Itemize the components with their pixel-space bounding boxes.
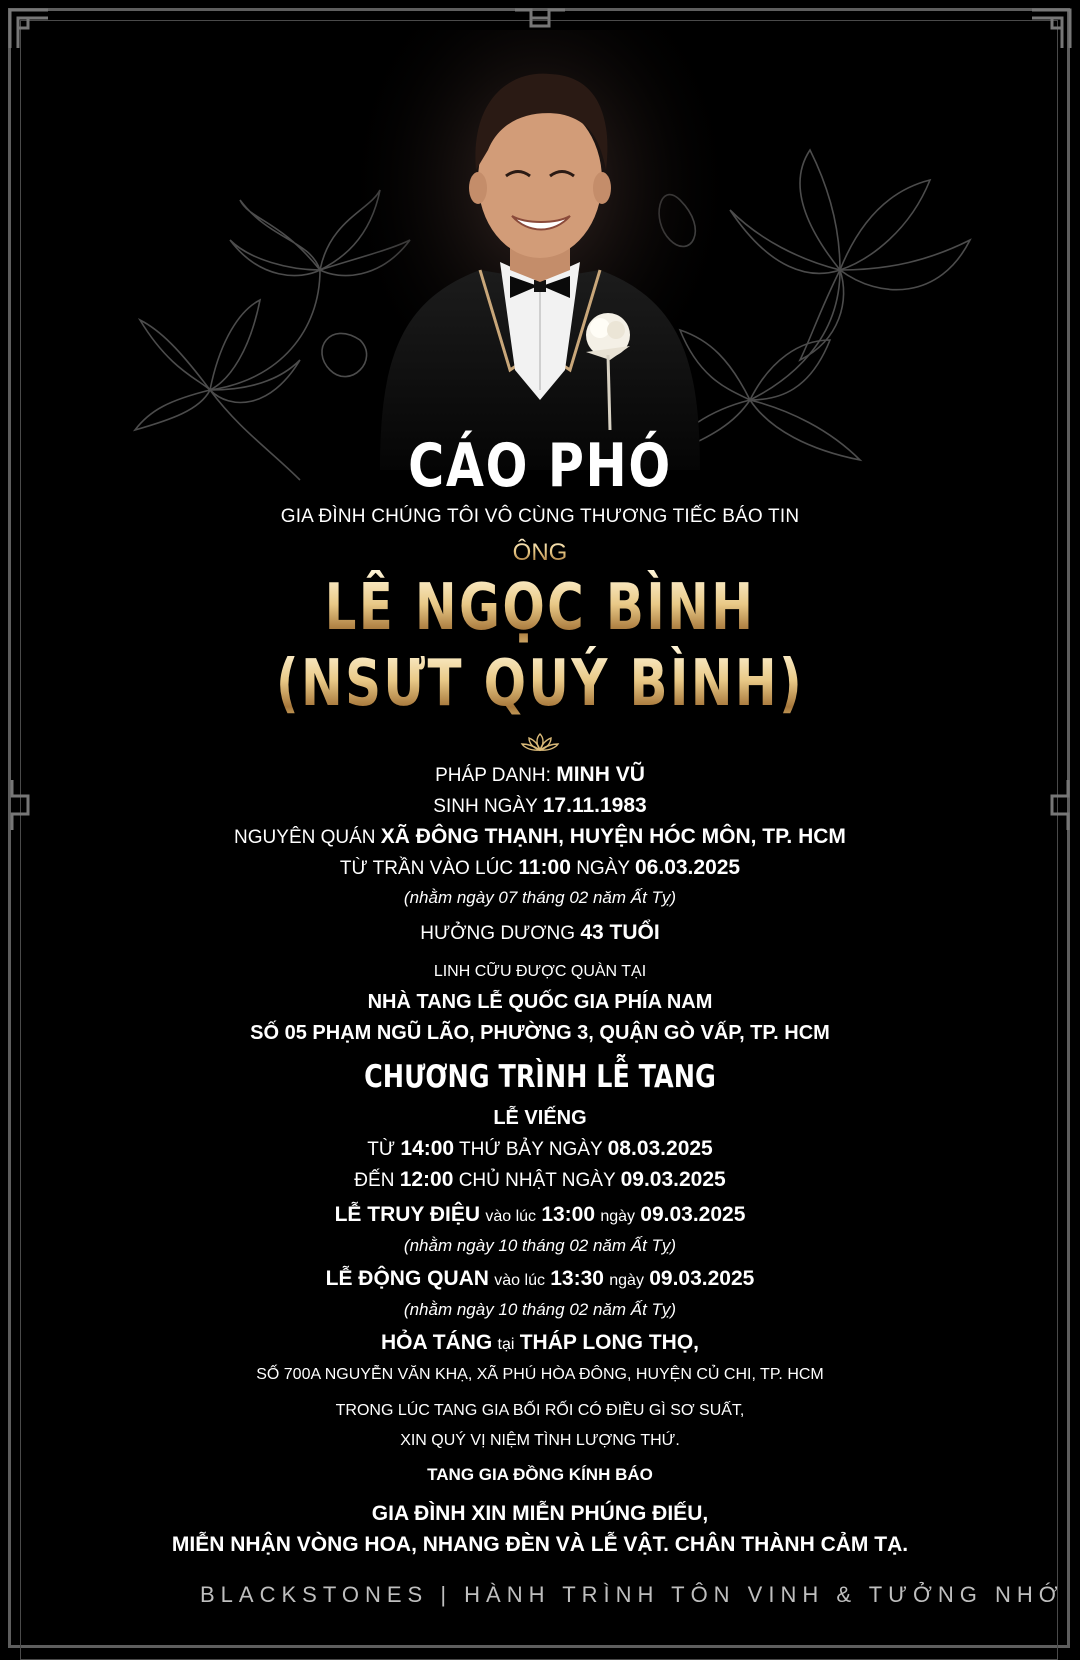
request-line-1: GIA ĐÌNH XIN MIỄN PHÚNG ĐIẾU, [371, 1502, 709, 1525]
procession-line [40, 1264, 1040, 1296]
death-day-label: NGÀY [576, 858, 630, 879]
viewing-to-line [40, 1165, 1040, 1196]
age-line [40, 918, 1040, 949]
memorial-title: LỄ TRUY ĐIỆU [334, 1203, 481, 1226]
portrait-photo [360, 30, 720, 470]
deceased-name: LÊ NGỌC BÌNH [150, 570, 930, 646]
signed-by: TANG GIA ĐỒNG KÍNH BÁO [427, 1465, 653, 1484]
procession-time: 13:30 [550, 1267, 604, 1290]
footer-brand: BLACKSTONES | HÀNH TRÌNH TÔN VINH & TƯỞNG NHỚ [200, 1582, 1064, 1607]
obituary-content [40, 430, 1040, 1560]
viewing-from-line [40, 1134, 1040, 1165]
notice-title: CÁO PHÓ [408, 431, 672, 501]
dharma-name-line [40, 760, 1040, 791]
procession-day: ngày [609, 1272, 644, 1289]
viewing-to-time: 12:00 [399, 1168, 454, 1191]
request-line-2: MIỄN NHẬN VÒNG HOA, NHANG ĐÈN VÀ LỄ VẬT. CHÂN THÀNH CẢM TẠ. [171, 1533, 909, 1556]
cremation-address: SỐ 700A NGUYỄN VĂN KHẠ, XÃ PHÚ HÒA ĐÔNG, HUYỆN CỦ CHI, TP. HCM [256, 1366, 824, 1383]
origin-value: XÃ ĐÔNG THẠNH, HUYỆN HÓC MÔN, TP. HCM [380, 825, 846, 848]
cremation-at: tại [497, 1336, 515, 1353]
notice-intro: GIA ĐÌNH CHÚNG TÔI VÔ CÙNG THƯƠNG TIẾC BÁO TIN [280, 506, 800, 527]
coffin-place: NHÀ TANG LỄ QUỐC GIA PHÍA NAM [367, 991, 713, 1013]
birth-line [40, 791, 1040, 822]
viewing-to-day: CHỦ NHẬT NGÀY [458, 1170, 616, 1191]
viewing-from-label: TỪ [367, 1139, 396, 1160]
deceased-title-name: (NSƯT QUÝ BÌNH) [150, 646, 930, 722]
death-label: TỪ TRẦN VÀO LÚC [339, 858, 514, 879]
viewing-from-day: THỨ BẢY NGÀY [459, 1139, 603, 1160]
left-side-ornament [6, 778, 36, 832]
death-date: 06.03.2025 [635, 856, 741, 879]
cremation-place: THÁP LONG THỌ, [519, 1331, 699, 1354]
origin-line [40, 822, 1040, 853]
viewing-from-time: 14:00 [400, 1137, 455, 1160]
program-heading: CHƯƠNG TRÌNH LỄ TANG [364, 1059, 716, 1095]
coffin-label: LINH CỮU ĐƯỢC QUÀN TẠI [433, 963, 647, 980]
lotus-divider-icon [520, 732, 560, 754]
dharma-label: PHÁP DANH: [435, 765, 551, 786]
viewing-to-label: ĐẾN [354, 1170, 395, 1191]
cremation-line [40, 1328, 1040, 1360]
age-label: HƯỞNG DƯƠNG [420, 923, 576, 944]
memorial-lunar-date: (nhằm ngày 10 tháng 02 năm Ất Tỵ) [403, 1236, 677, 1255]
memorial-at: vào lúc [485, 1208, 537, 1225]
coffin-address: SỐ 05 PHẠM NGŨ LÃO, PHƯỜNG 3, QUẬN GÒ VẤP, TP. HCM [250, 1022, 830, 1044]
death-time: 11:00 [518, 856, 571, 879]
apology-line-2: XIN QUÝ VỊ NIỆM TÌNH LƯỢNG THỨ. [400, 1432, 680, 1449]
memorial-date: 09.03.2025 [640, 1203, 746, 1226]
corner-ornament-top-left [6, 6, 52, 52]
procession-lunar-date: (nhằm ngày 10 tháng 02 năm Ất Tỵ) [403, 1300, 677, 1319]
death-line [40, 853, 1040, 884]
procession-date: 09.03.2025 [649, 1267, 755, 1290]
origin-label: NGUYÊN QUÁN [234, 827, 376, 848]
apology-line-1: TRONG LÚC TANG GIA BỐI RỐI CÓ ĐIỀU GÌ SƠ SUẤT, [335, 1402, 745, 1419]
age-value: 43 TUỔI [580, 921, 660, 944]
dharma-value: MINH VŨ [556, 763, 645, 786]
death-lunar-date: (nhằm ngày 07 tháng 02 năm Ất Tỵ) [403, 888, 677, 907]
memorial-day: ngày [600, 1208, 636, 1225]
cremation-title: HỎA TÁNG [381, 1331, 493, 1354]
procession-at: vào lúc [494, 1272, 545, 1289]
viewing-to-date: 09.03.2025 [620, 1168, 726, 1191]
memorial-time: 13:00 [541, 1203, 596, 1226]
birth-label: SINH NGÀY [433, 796, 538, 817]
procession-title: LỄ ĐỘNG QUAN [325, 1267, 489, 1290]
corner-ornament-top-right [1028, 6, 1074, 52]
viewing-title: LỄ VIẾNG [493, 1107, 587, 1129]
right-side-ornament [1044, 778, 1074, 832]
viewing-from-date: 08.03.2025 [607, 1137, 713, 1160]
honorific: ÔNG [40, 536, 1040, 570]
birth-date: 17.11.1983 [542, 794, 647, 817]
memorial-line [40, 1200, 1040, 1232]
